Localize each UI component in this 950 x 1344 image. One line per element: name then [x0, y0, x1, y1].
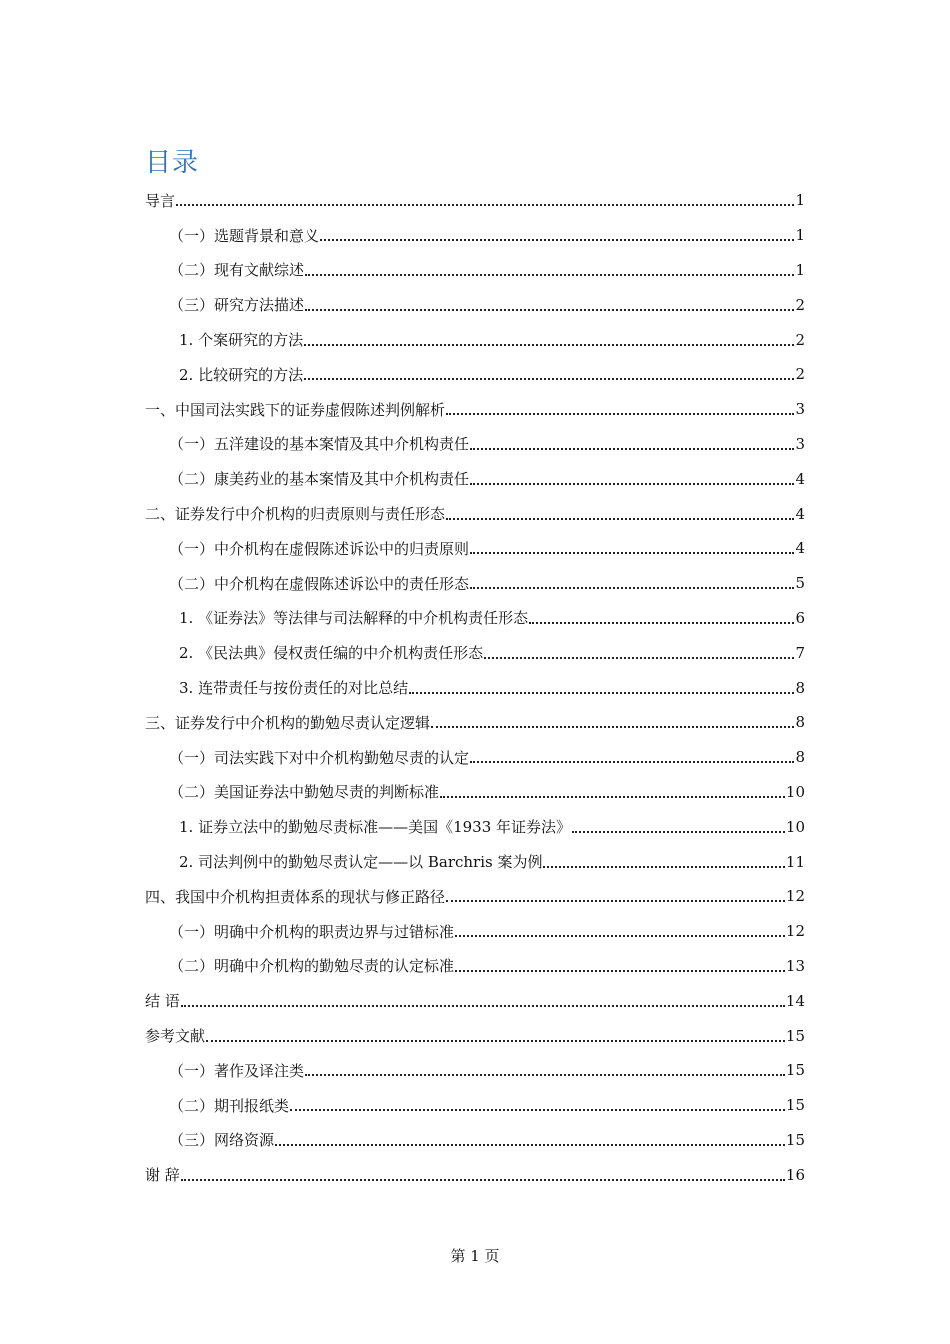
toc-entry-page-number: 14	[785, 991, 805, 1010]
dot-leader	[470, 587, 794, 589]
toc-entry-label: （二）明确中介机构的勤勉尽责的认定标准	[169, 957, 455, 976]
toc-entry[interactable]	[145, 496, 805, 531]
toc-entry-page-number: 2	[795, 295, 805, 314]
toc-entry-page-number: 3	[795, 400, 805, 419]
toc-entry[interactable]	[145, 1088, 805, 1123]
dot-leader	[470, 448, 794, 450]
toc-entry[interactable]	[145, 844, 805, 879]
toc-entry[interactable]	[145, 1123, 805, 1158]
toc-entry-page-number: 5	[795, 574, 805, 593]
toc-entry[interactable]	[145, 392, 805, 427]
toc-entry-label: 四、我国中介机构担责体系的现状与修正路径	[145, 887, 446, 906]
toc-entry[interactable]	[145, 670, 805, 705]
toc-entry-label: 导言	[145, 191, 176, 210]
dot-leader	[470, 552, 794, 554]
toc-entry-label: 2. 比较研究的方法	[179, 365, 304, 384]
toc-entry[interactable]	[145, 949, 805, 984]
toc-entry-label: 二、证券发行中介机构的归责原则与责任形态	[145, 505, 446, 524]
toc-entry-page-number: 8	[795, 748, 805, 767]
toc-entry[interactable]	[145, 809, 805, 844]
dot-leader	[304, 344, 794, 346]
toc-entry-label: 3. 连带责任与按份责任的对比总结	[179, 679, 409, 698]
toc-entry-page-number: 4	[795, 469, 805, 488]
dot-leader	[275, 1144, 785, 1146]
toc-entry-label: （二）康美药业的基本案情及其中介机构责任	[169, 470, 470, 489]
dot-leader	[455, 970, 785, 972]
toc-entry-label: 1. 《证券法》等法律与司法解释的中介机构责任形态	[179, 609, 529, 628]
toc-entry-page-number: 15	[785, 1026, 805, 1045]
toc-entry-page-number: 10	[785, 782, 805, 801]
toc-entry-page-number: 15	[785, 1096, 805, 1115]
toc-entry-label: 谢 辞	[145, 1166, 180, 1185]
dot-leader	[446, 900, 785, 902]
toc-entry-page-number: 15	[785, 1130, 805, 1149]
toc-entry-page-number: 13	[785, 956, 805, 975]
dot-leader	[470, 483, 794, 485]
toc-entry-label: 结 语	[145, 992, 180, 1011]
dot-leader	[181, 1005, 785, 1007]
dot-leader	[543, 866, 784, 868]
toc-entry-page-number: 4	[795, 539, 805, 558]
dot-leader	[529, 622, 794, 624]
toc-entry-label: （三）研究方法描述	[169, 296, 305, 315]
dot-leader	[409, 692, 794, 694]
dot-leader	[290, 1109, 785, 1111]
toc-entry[interactable]	[145, 1053, 805, 1088]
toc-entry-page-number: 3	[795, 434, 805, 453]
toc-entry[interactable]	[145, 740, 805, 775]
dot-leader	[446, 413, 794, 415]
toc-entry-page-number: 16	[785, 1165, 805, 1184]
dot-leader	[304, 378, 794, 380]
toc-entry-label: （二）现有文献综述	[169, 261, 305, 280]
toc-entry-label: 2. 《民法典》侵权责任编的中介机构责任形态	[179, 644, 484, 663]
dot-leader	[176, 204, 794, 206]
dot-leader	[455, 935, 785, 937]
toc-entry-page-number: 12	[785, 887, 805, 906]
dot-leader	[320, 239, 794, 241]
toc-entry-page-number: 7	[795, 643, 805, 662]
toc-entry[interactable]	[145, 983, 805, 1018]
toc-entry[interactable]	[145, 601, 805, 636]
toc-entry-label: 1. 证券立法中的勤勉尽责标准——美国《1933 年证券法》	[179, 818, 572, 837]
toc-entry-label: 1. 个案研究的方法	[179, 331, 304, 350]
toc-entry[interactable]	[145, 705, 805, 740]
toc-entry[interactable]	[145, 461, 805, 496]
table-of-contents	[145, 183, 805, 1192]
toc-entry-label: （一）明确中介机构的职责边界与过错标准	[169, 922, 455, 941]
toc-entry[interactable]	[145, 635, 805, 670]
toc-entry-label: （二）期刊报纸类	[169, 1096, 290, 1115]
toc-entry[interactable]	[145, 253, 805, 288]
toc-entry-page-number: 2	[795, 330, 805, 349]
toc-entry-page-number: 10	[785, 817, 805, 836]
dot-leader	[484, 657, 794, 659]
toc-entry-label: （二）美国证券法中勤勉尽责的判断标准	[169, 783, 440, 802]
toc-entry[interactable]	[145, 427, 805, 462]
toc-entry-page-number: 6	[795, 608, 805, 627]
toc-entry-label: （二）中介机构在虚假陈述诉讼中的责任形态	[169, 574, 470, 593]
toc-entry[interactable]	[145, 218, 805, 253]
dot-leader	[181, 1179, 785, 1181]
toc-entry-page-number: 8	[795, 713, 805, 732]
dot-leader	[440, 796, 785, 798]
toc-entry-page-number: 2	[795, 365, 805, 384]
toc-entry-label: 三、证券发行中介机构的勤勉尽责认定逻辑	[145, 713, 431, 732]
toc-entry-label: （一）司法实践下对中介机构勤勉尽责的认定	[169, 748, 470, 767]
toc-entry-label: 一、中国司法实践下的证券虚假陈述判例解析	[145, 400, 446, 419]
toc-entry[interactable]	[145, 775, 805, 810]
dot-leader	[206, 1040, 785, 1042]
toc-title: 目录	[145, 148, 200, 178]
dot-leader	[446, 518, 794, 520]
toc-entry[interactable]	[145, 357, 805, 392]
toc-entry-label: （一）中介机构在虚假陈述诉讼中的归责原则	[169, 539, 470, 558]
toc-entry-label: （一）著作及译注类	[169, 1061, 305, 1080]
toc-entry-label: 参考文献	[145, 1027, 206, 1046]
dot-leader	[305, 274, 794, 276]
dot-leader	[431, 726, 794, 728]
toc-entry[interactable]	[145, 879, 805, 914]
toc-entry-label: （一）五洋建设的基本案情及其中介机构责任	[169, 435, 470, 454]
toc-entry[interactable]	[145, 183, 805, 218]
toc-entry-page-number: 15	[785, 1061, 805, 1080]
dot-leader	[470, 761, 794, 763]
toc-entry-page-number: 1	[795, 260, 805, 279]
toc-entry-page-number: 12	[785, 922, 805, 941]
toc-entry-label: （一）选题背景和意义	[169, 226, 320, 245]
dot-leader	[572, 831, 785, 833]
toc-entry[interactable]	[145, 287, 805, 322]
toc-entry-label: 2. 司法判例中的勤勉尽责认定——以 Barchris 案为例	[179, 853, 543, 872]
toc-entry-label: （三）网络资源	[169, 1131, 275, 1150]
toc-entry-page-number: 1	[795, 226, 805, 245]
toc-entry[interactable]	[145, 914, 805, 949]
toc-entry-page-number: 11	[785, 852, 805, 871]
toc-entry[interactable]	[145, 1018, 805, 1053]
toc-entry-page-number: 1	[795, 191, 805, 210]
dot-leader	[305, 1074, 785, 1076]
toc-entry[interactable]	[145, 566, 805, 601]
page-footer: 第 1 页	[450, 1247, 500, 1265]
toc-entry-page-number: 8	[795, 678, 805, 697]
toc-entry[interactable]	[145, 322, 805, 357]
dot-leader	[305, 309, 794, 311]
toc-entry[interactable]	[145, 531, 805, 566]
toc-entry-page-number: 4	[795, 504, 805, 523]
toc-entry[interactable]	[145, 1157, 805, 1192]
